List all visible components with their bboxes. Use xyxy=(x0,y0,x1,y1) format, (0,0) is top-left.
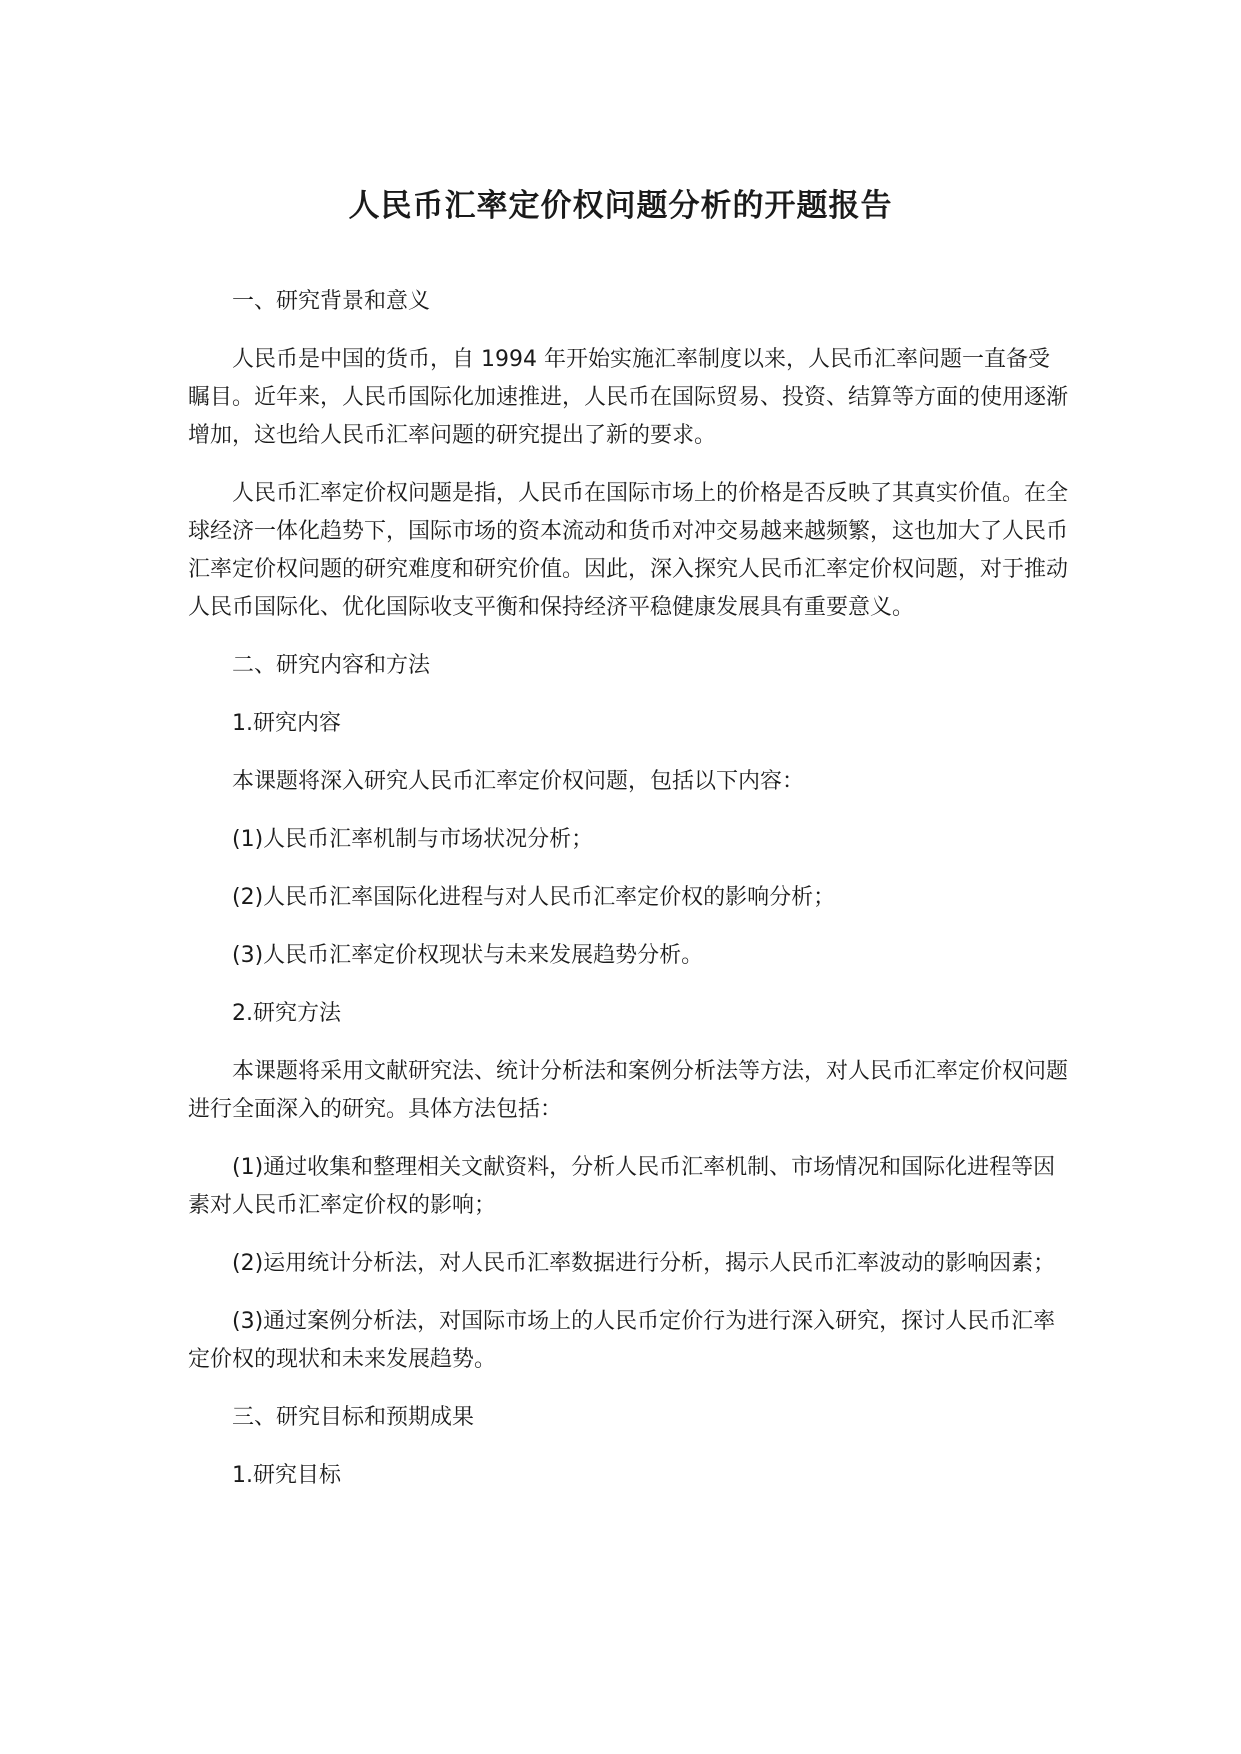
paragraph: 本课题将采用文献研究法、统计分析法和案例分析法等方法，对人民币汇率定价权问题进行全面深入的研究。具体方法包括： xyxy=(188,1059,1069,1122)
paragraph: 本课题将深入研究人民币汇率定价权问题，包括以下内容： xyxy=(232,769,805,794)
paragraph: 人民币是中国的货币，自 1994 年开始实施汇率制度以来，人民币汇率问题一直备受瞩目。近年来，人民币国际化加速推进，人民币在国际贸易、投资、结算等方面的使用逐渐增加，这也给人民币汇率问题的研究提出了新的要求。 xyxy=(188,347,1069,448)
list-item: (2)人民币汇率国际化进程与对人民币汇率定价权的影响分析； xyxy=(232,885,836,910)
paragraph: 人民币汇率定价权问题是指，人民币在国际市场上的价格是否反映了其真实价值。在全球经济一体化趋势下，国际市场的资本流动和货币对冲交易越来越频繁，这也加大了人民币汇率定价权问题的研究难度和研究价值。因此，深入探究人民币汇率定价权问题，对于推动人民币国际化、优化国际收支平衡和保持经济平稳健康发展具有重要意义。 xyxy=(188,481,1069,620)
subsection-heading: 1.研究目标 xyxy=(232,1463,341,1488)
list-item: (1)人民币汇率机制与市场状况分析； xyxy=(232,827,594,852)
section-heading: 一、研究背景和意义 xyxy=(232,289,431,314)
list-item: (1)通过收集和整理相关文献资料，分析人民币汇率机制、市场情况和国际化进程等因素对人民币汇率定价权的影响； xyxy=(188,1155,1056,1218)
document-body xyxy=(188,283,1068,1495)
list-item: (2)运用统计分析法，对人民币汇率数据进行分析，揭示人民币汇率波动的影响因素； xyxy=(232,1251,1056,1276)
subsection-heading: 1.研究内容 xyxy=(232,711,341,736)
list-item: (3)人民币汇率定价权现状与未来发展趋势分析。 xyxy=(232,943,704,968)
section-heading: 三、研究目标和预期成果 xyxy=(232,1405,475,1430)
list-item: (3)通过案例分析法，对国际市场上的人民币定价行为进行深入研究，探讨人民币汇率定价权的现状和未来发展趋势。 xyxy=(188,1309,1056,1372)
subsection-heading: 2.研究方法 xyxy=(232,1001,341,1026)
document-title: 人民币汇率定价权问题分析的开题报告 xyxy=(348,188,893,224)
section-heading: 二、研究内容和方法 xyxy=(232,653,431,678)
